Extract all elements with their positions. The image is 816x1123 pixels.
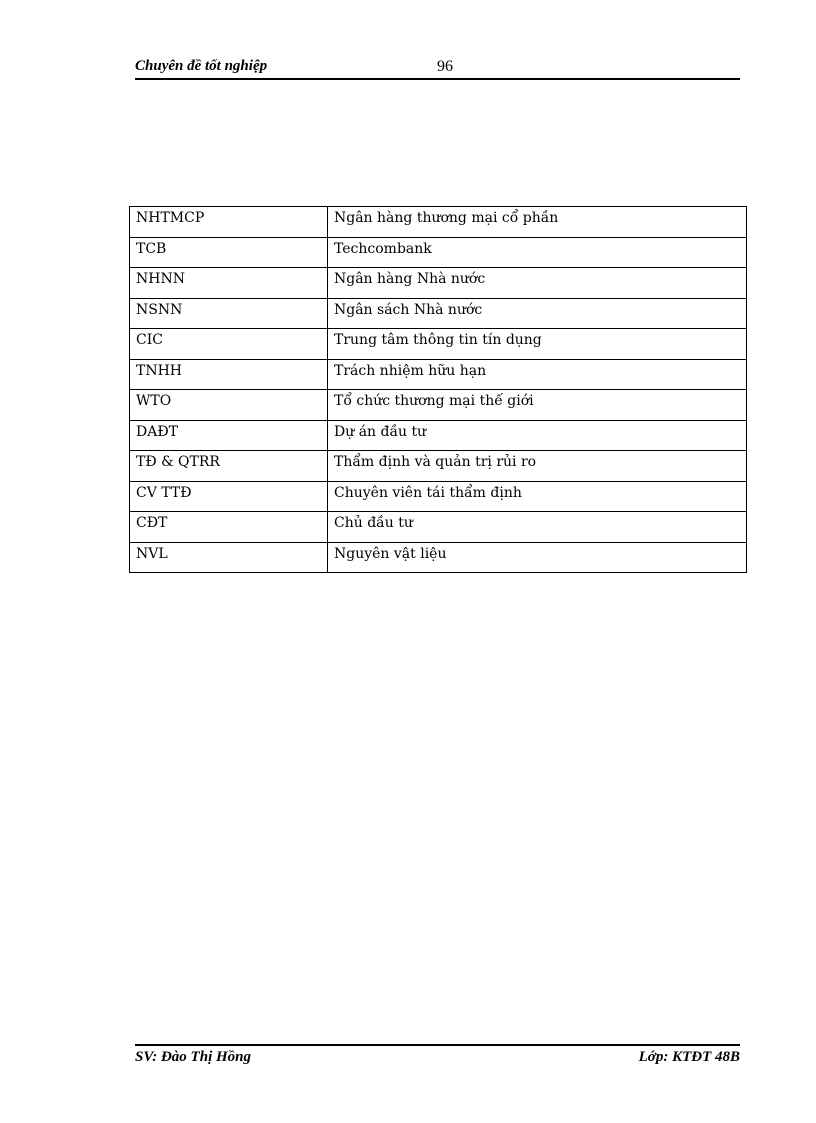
table-row — [130, 359, 747, 390]
table-row — [130, 512, 747, 543]
abbreviation-cell: CĐT — [130, 512, 328, 543]
meaning-cell: Nguyên vật liệu — [328, 542, 747, 573]
meaning-cell: Chuyên viên tái thẩm định — [328, 481, 747, 512]
abbreviation-cell: NVL — [130, 542, 328, 573]
abbreviation-cell: DAĐT — [130, 420, 328, 451]
class-name: Lớp: KTĐT 48B — [638, 1049, 740, 1065]
abbreviation-table-body — [130, 207, 747, 573]
meaning-cell: Techcombank — [328, 237, 747, 268]
student-name: SV: Đào Thị Hồng — [135, 1049, 251, 1065]
table-row — [130, 237, 747, 268]
abbreviation-cell: WTO — [130, 390, 328, 421]
abbreviation-cell: TCB — [130, 237, 328, 268]
table-row — [130, 390, 747, 421]
abbreviation-cell: NSNN — [130, 298, 328, 329]
abbreviation-cell: NHNN — [130, 268, 328, 299]
table-row — [130, 420, 747, 451]
table-row — [130, 329, 747, 360]
abbreviation-cell: CV TTĐ — [130, 481, 328, 512]
table-row — [130, 298, 747, 329]
table-row — [130, 542, 747, 573]
meaning-cell: Trung tâm thông tin tín dụng — [328, 329, 747, 360]
page-footer — [135, 1044, 740, 1070]
meaning-cell: Ngân sách Nhà nước — [328, 298, 747, 329]
abbreviation-table — [129, 206, 747, 573]
meaning-cell: Chủ đầu tư — [328, 512, 747, 543]
abbreviation-cell: TĐ & QTRR — [130, 451, 328, 482]
meaning-cell: Tổ chức thương mại thế giới — [328, 390, 747, 421]
abbreviation-cell: TNHH — [130, 359, 328, 390]
table-row — [130, 451, 747, 482]
meaning-cell: Dự án đầu tư — [328, 420, 747, 451]
abbreviation-cell: CIC — [130, 329, 328, 360]
meaning-cell: Trách nhiệm hữu hạn — [328, 359, 747, 390]
table-row — [130, 268, 747, 299]
document-title: Chuyên đề tốt nghiệp — [135, 58, 268, 74]
meaning-cell: Ngân hàng thương mại cổ phần — [328, 207, 747, 238]
table-row — [130, 481, 747, 512]
table-row — [130, 207, 747, 238]
meaning-cell: Thẩm định và quản trị rủi ro — [328, 451, 747, 482]
page-number: 96 — [437, 58, 453, 75]
meaning-cell: Ngân hàng Nhà nước — [328, 268, 747, 299]
abbreviation-cell: NHTMCP — [130, 207, 328, 238]
page-header — [135, 56, 740, 80]
